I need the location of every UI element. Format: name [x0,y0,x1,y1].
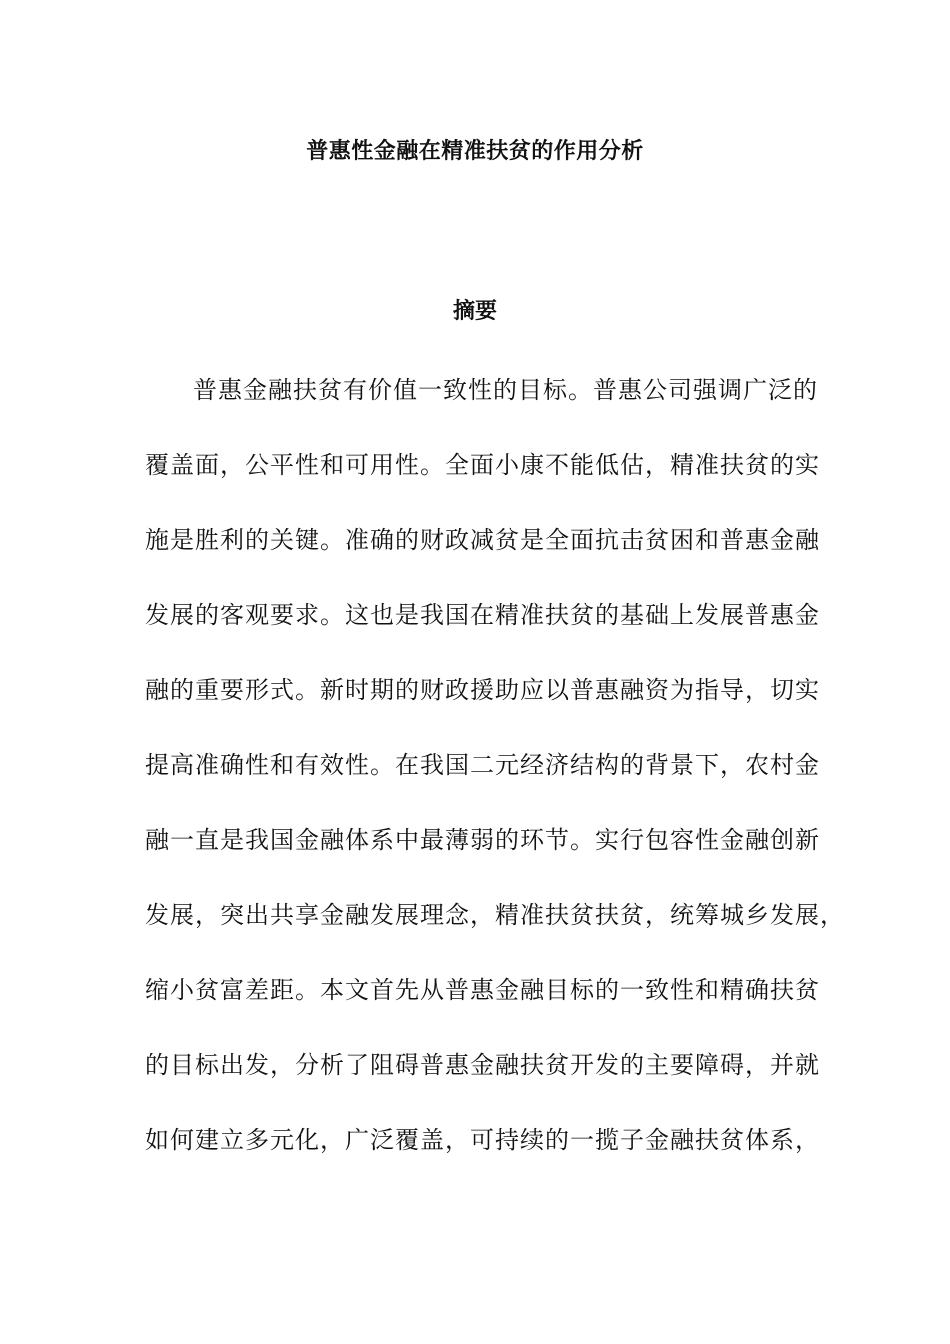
abstract-line: 融的重要形式。新时期的财政援助应以普惠融资为指导，切实 [145,676,820,704]
abstract-line: 覆盖面，公平性和可用性。全面小康不能低估，精准扶贫的实 [145,451,820,479]
abstract-line: 融一直是我国金融体系中最薄弱的环节。实行包容性金融创新 [145,826,820,854]
abstract-line: 如何建立多元化，广泛覆盖，可持续的一揽子金融扶贫体系， [145,1126,820,1154]
abstract-line: 普惠金融扶贫有价值一致性的目标。普惠公司强调广泛的 [193,376,818,404]
abstract-line: 施是胜利的关键。准确的财政减贫是全面抗击贫困和普惠金融 [145,526,820,554]
abstract-line: 发展的客观要求。这也是我国在精准扶贫的基础上发展普惠金 [145,601,820,629]
abstract-line: 的目标出发，分析了阻碍普惠金融扶贫开发的主要障碍，并就 [145,1051,820,1079]
document-title: 普惠性金融在精准扶贫的作用分析 [306,138,644,164]
abstract-line: 缩小贫富差距。本文首先从普惠金融目标的一致性和精确扶贫 [145,976,820,1004]
abstract-body [145,372,845,1197]
abstract-line: 发展，突出共享金融发展理念，精准扶贫扶贫，统筹城乡发展， [145,901,845,929]
abstract-line: 提高准确性和有效性。在我国二元经济结构的背景下，农村金 [145,751,820,779]
abstract-heading: 摘要 [452,298,497,324]
